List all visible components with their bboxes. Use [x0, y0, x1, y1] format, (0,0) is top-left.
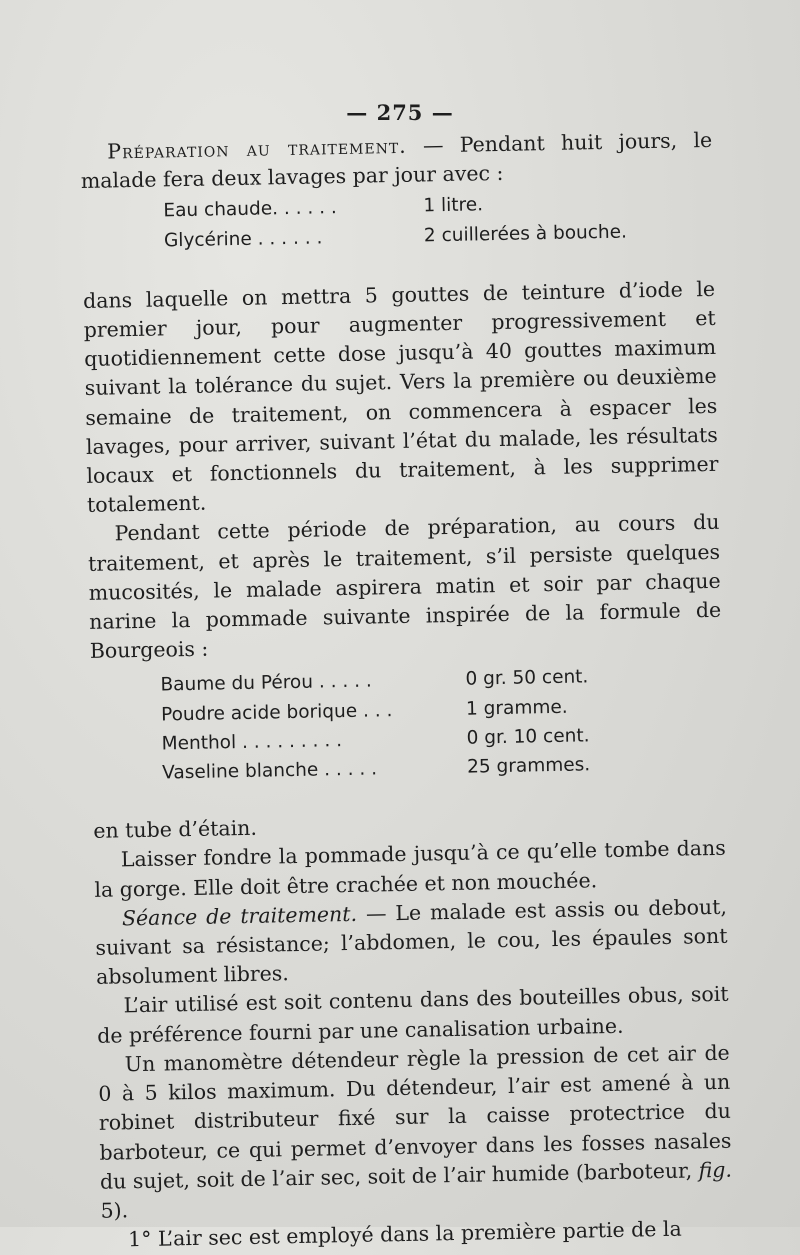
recipe-ingredient: Poudre acide borique . . .: [160, 699, 393, 726]
paragraph-preparation: Pendant cette période de préparation, au cours du traitement, et après le traitement, s’il persiste quelques mucosités, le malade aspirera matin et soir par chaque narine la pommade suivante inspirée de la formule de Bourgeois :: [87, 510, 722, 664]
paragraph-fondre: Laisser fondre la pommade jusqu’à ce qu’elle tombe dans la gorge. Elle doit être crachée et non mouchée.: [94, 836, 726, 902]
recipe-lavage: [163, 188, 627, 255]
page-number: — 275 —: [346, 100, 454, 125]
paragraph-manometre-text: Un manomètre détendeur règle la pression de cet air de 0 à 5 kilos maximum. Du détendeur, l’air est amené à un robinet distributeur fixé sur la caisse protectrice du barboteur, ce qui permet d’envoyer dans les fosses nasales du sujet, soit de l’air sec, soit de l’air humide (barboteur,: [98, 1040, 732, 1194]
section-preparation-text: — Pendant huit jours, le malade fera deux lavages par jour avec :: [80, 127, 713, 194]
paragraph-air-sec: 1° L’air sec est employé dans la première partie de la: [127, 1216, 682, 1252]
recipe-quantity: 1 gramme.: [465, 696, 568, 720]
figure-reference-tail: 5).: [100, 1198, 129, 1223]
section-seance: [95, 893, 729, 993]
paragraph-iode: dans laquelle on mettra 5 gouttes de teinture d’iode le premier jour, pour augmenter progressivement et quotidiennement cette dose jusqu’à 40 gouttes maximum suivant la tolérance du sujet. Vers la première ou deuxième semaine de traitement, on commencera à espacer les lavages, pour arriver, suivant l’état du malade, les résultats locaux et fonctionnels du traitement, à les supprimer totalement.: [82, 276, 719, 518]
section-heading-preparation: Préparation au traitement.: [107, 133, 407, 164]
recipe-ingredient: Vaseline blanche . . . . .: [162, 758, 378, 784]
recipe-ingredient: Glycérine . . . . . .: [163, 226, 323, 252]
recipe-ingredient: Eau chaude. . . . . .: [163, 197, 337, 222]
recipe-quantity: 2 cuillerées à bouche.: [423, 221, 628, 247]
text-etain: en tube d’étain.: [93, 815, 258, 844]
recipe-quantity: 1 litre.: [423, 194, 484, 217]
figure-reference: fig.: [698, 1157, 733, 1183]
section-heading-seance: Séance de traitement.: [121, 901, 358, 931]
page-body: [80, 126, 733, 1255]
recipe-quantity: 0 gr. 10 cent.: [466, 725, 590, 749]
section-seance-text: — Le malade est assis ou debout, suivant sa résistance; l’abdomen, le cou, les épaules sont absolument libres.: [95, 894, 728, 990]
paragraph-manometre: [98, 1039, 733, 1226]
recipe-quantity: 25 grammes.: [466, 754, 591, 778]
section-preparation: [80, 126, 713, 197]
recipe-quantity: 0 gr. 50 cent.: [465, 666, 589, 691]
recipe-pommade: [160, 663, 590, 788]
recipe-ingredient: Baume du Pérou . . . . .: [160, 670, 373, 697]
paragraph-air: L’air utilisé est soit contenu dans des bouteilles obus, soit de préférence fourni par une canalisation urbaine.: [97, 982, 729, 1048]
recipe-ingredient: Menthol . . . . . . . . .: [161, 729, 343, 755]
